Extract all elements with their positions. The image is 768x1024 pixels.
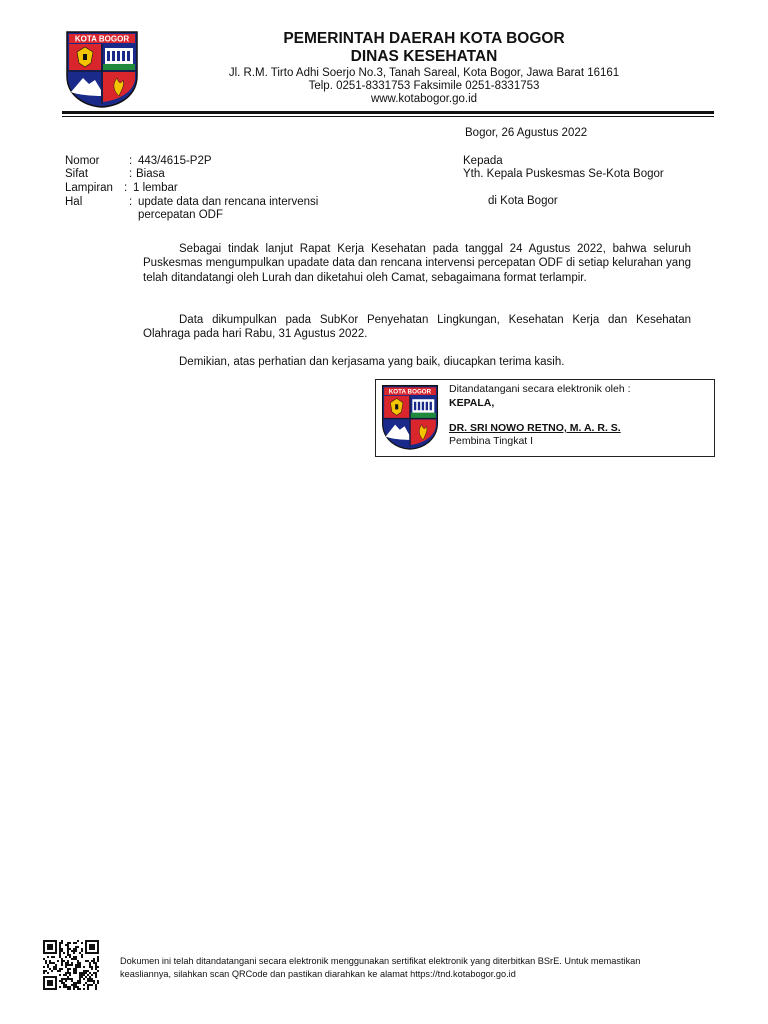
hal-label: Hal: [65, 196, 83, 208]
agency-phone: Telp. 0251-8331753 Faksimile 0251-8331753: [308, 80, 540, 92]
recipient-name: Yth. Kepala Puskesmas Se-Kota Bogor: [463, 168, 664, 180]
agency-name: DINAS KESEHATAN: [350, 48, 498, 65]
lampiran-value: 1 lembar: [133, 182, 178, 194]
signature-crest-label: KOTA BOGOR: [388, 388, 432, 396]
header-divider-thin: [62, 116, 714, 117]
footer-note: [120, 955, 714, 980]
electronic-signature-box: [375, 379, 715, 457]
signed-by-text: Ditandatangani secara elektronik oleh :: [449, 383, 631, 395]
verification-qr-code[interactable]: [43, 940, 99, 990]
nomor-sep: :: [129, 155, 133, 167]
body-paragraph-2: Data dikumpulkan pada SubKor Penyehatan Lingkungan, Kesehatan Kerja dan Kesehatan Olahraga pada hari Rabu, 31 Agustus 2022.: [143, 314, 691, 341]
sifat-value: Biasa: [136, 168, 165, 180]
signer-rank: Pembina Tingkat I: [449, 435, 534, 447]
footer-line-2: keasliannya, silahkan scan QRCode dan pastikan diarahkan ke alamat https://tnd.kotabogor.go.id: [120, 968, 516, 979]
hal-value-line1: update data dan rencana intervensi: [138, 196, 319, 208]
signature-crest-logo: [381, 384, 439, 450]
letter-date: Bogor, 26 Agustus 2022: [465, 127, 588, 139]
header-divider-thick: [62, 111, 714, 114]
lampiran-label: Lampiran: [65, 182, 113, 194]
hal-value-line2: percepatan ODF: [138, 209, 224, 221]
body-paragraph-3: Demikian, atas perhatian dan kerjasama yang baik, diucapkan terima kasih.: [179, 356, 565, 368]
government-name: PEMERINTAH DAERAH KOTA BOGOR: [283, 30, 565, 47]
sifat-label: Sifat: [65, 168, 89, 180]
recipient-location: di Kota Bogor: [488, 195, 558, 207]
recipient-kepada: Kepada: [463, 155, 503, 167]
lampiran-sep: :: [124, 182, 128, 194]
hal-sep: :: [129, 196, 133, 208]
footer-line-1: Dokumen ini telah ditandatangani secara elektronik menggunakan sertifikat elektronik yang diterbitkan BSrE. Untuk memastikan: [120, 956, 641, 966]
nomor-value: 443/4615-P2P: [138, 155, 212, 167]
agency-website[interactable]: www.kotabogor.go.id: [370, 93, 478, 105]
signer-name: DR. SRI NOWO RETNO, M. A. R. S.: [449, 422, 621, 434]
body-paragraph-1: Sebagai tindak lanjut Rapat Kerja Kesehatan pada tanggal 24 Agustus 2022, bahwa seluruh Puskesmas mengumpulkan upadate data dan rencana intervensi percepatan ODF di setiap kelurahan yang telah ditandatangi oleh Lurah dan diketahui oleh Camat, sebagaimana format terlampir.: [143, 243, 691, 284]
crest-label: KOTA BOGOR: [74, 34, 130, 44]
city-crest-logo: [65, 30, 139, 108]
nomor-label: Nomor: [65, 155, 100, 167]
agency-address: Jl. R.M. Tirto Adhi Soerjo No.3, Tanah Sareal, Kota Bogor, Jawa Barat 16161: [228, 67, 620, 79]
signer-position: KEPALA,: [449, 397, 495, 409]
sifat-sep: :: [129, 168, 133, 180]
